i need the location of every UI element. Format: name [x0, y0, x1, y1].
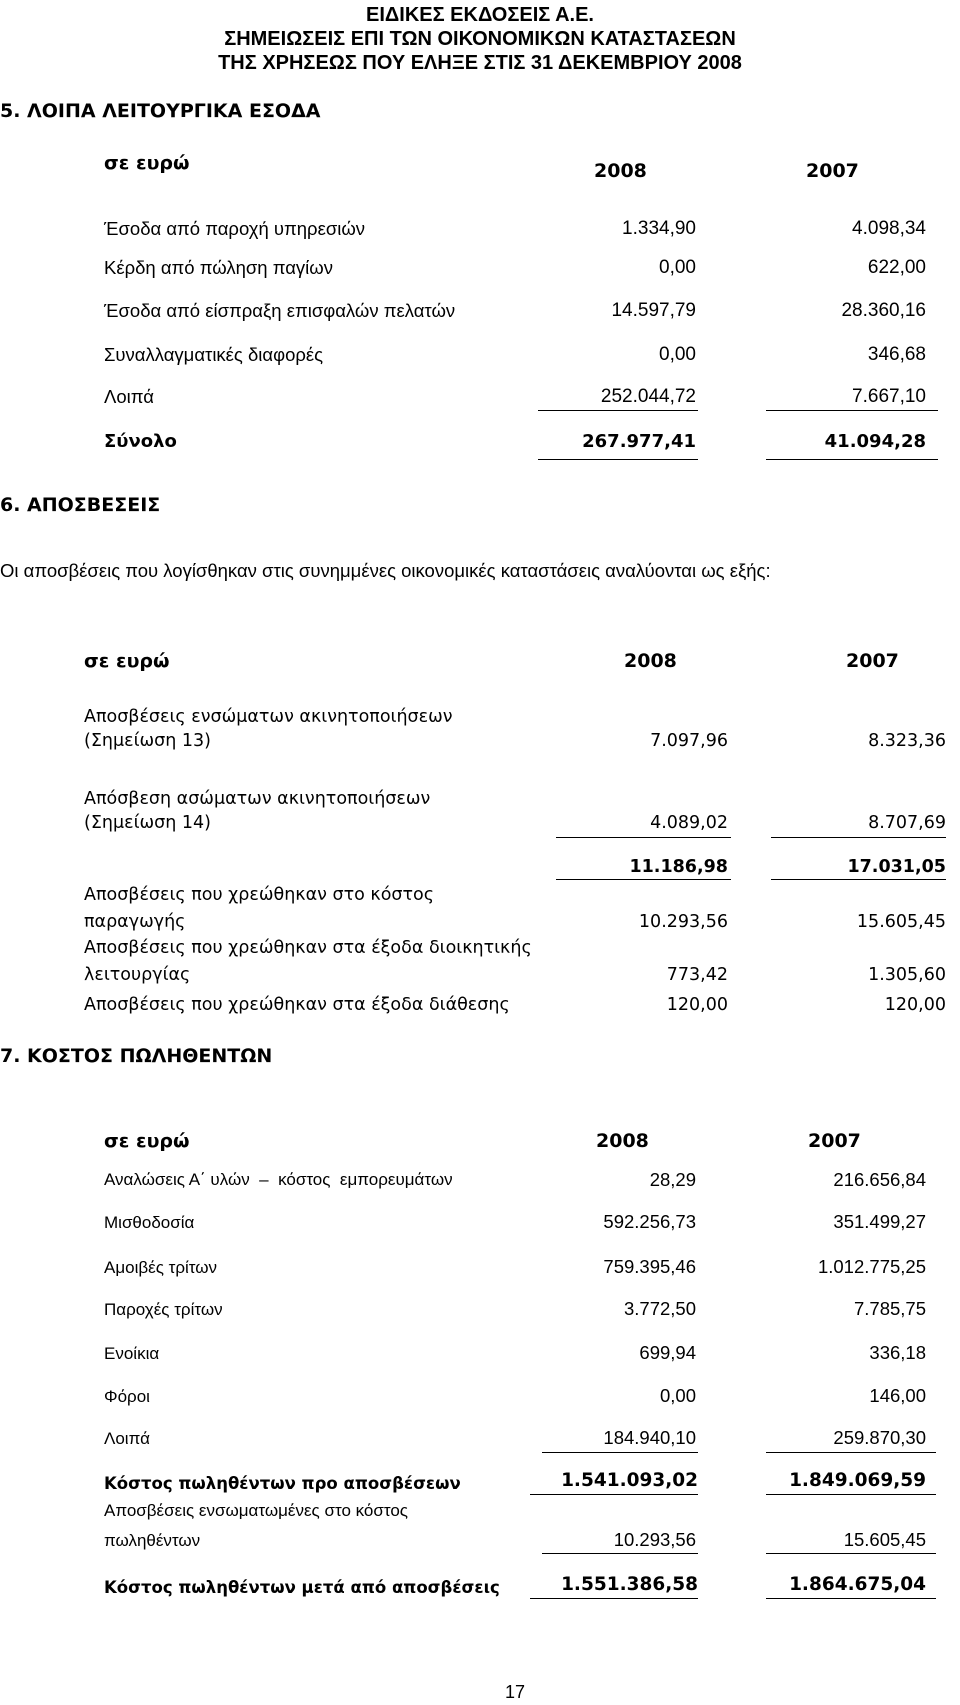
- s7-currency-label: σε ευρώ: [104, 1130, 190, 1152]
- s7-row-label: Ενοίκια: [104, 1344, 160, 1363]
- s7-row-label: Αναλώσεις Α΄ υλών – κόστος εμπορευμάτων: [104, 1170, 453, 1189]
- s7-before-dep-2007: 1.849.069,59: [789, 1470, 926, 1491]
- s5-currency-label: σε ευρώ: [104, 152, 190, 174]
- s5-row-label: Λοιπά: [104, 386, 154, 407]
- s6-alloc-label: Αποσβέσεις που χρεώθηκαν στα έξοδα διοικητικής: [84, 938, 532, 958]
- s6-row-label-note: (Σημείωση 14): [84, 813, 211, 833]
- s6-subtotal-rule-2008: [556, 879, 731, 880]
- s6-row-label: Αποσβέσεις ενσώματων ακινητοποιήσεων: [84, 707, 453, 727]
- s7-after-dep-rule-2008: [530, 1598, 698, 1599]
- s6-alloc-2007: 1.305,60: [868, 965, 946, 985]
- s7-row-2007: 216.656,84: [833, 1169, 926, 1190]
- s6-row-2007: 8.323,36: [868, 731, 946, 751]
- s7-row-label: Παροχές τρίτων: [104, 1300, 223, 1319]
- s7-row-2008: 759.395,46: [603, 1256, 696, 1277]
- s5-row-label: Συναλλαγματικές διαφορές: [104, 344, 324, 365]
- s5-row-2007: 4.098,34: [852, 218, 926, 239]
- header-line-3: ΤΗΣ ΧΡΗΣΕΩΣ ΠΟΥ ΕΛΗΞΕ ΣΤΙΣ 31 ΔΕΚΕΜΒΡΙΟΥ 2008: [218, 52, 742, 74]
- s7-before-dep-rule-2007: [766, 1494, 936, 1495]
- s5-rule-2007: [766, 410, 938, 411]
- s5-total-2008: 267.977,41: [582, 431, 696, 452]
- s5-total-rule-2008: [538, 459, 698, 460]
- s7-before-dep-2008: 1.541.093,02: [561, 1470, 698, 1491]
- s7-row-2007: 146,00: [869, 1385, 926, 1406]
- s7-row-2008: 28,29: [649, 1169, 696, 1190]
- s7-dep-rule-2007: [766, 1553, 936, 1554]
- s5-row-2008: 0,00: [659, 257, 696, 278]
- s7-year-2008: 2008: [596, 1130, 649, 1152]
- s5-row-2007: 28.360,16: [841, 300, 926, 321]
- s7-row-label: Αμοιβές τρίτων: [104, 1258, 218, 1277]
- s6-row-label-note: (Σημείωση 13): [84, 731, 211, 751]
- s5-row-label: Έσοδα από είσπραξη επισφαλών πελατών: [104, 300, 456, 321]
- s5-row-2008: 0,00: [659, 344, 696, 365]
- s6-alloc-label-cont: λειτουργίας: [84, 965, 191, 985]
- s7-year-2007: 2007: [808, 1130, 861, 1152]
- s7-row-label: Λοιπά: [104, 1429, 150, 1448]
- s6-year-2007: 2007: [846, 650, 899, 672]
- s6-currency-label: σε ευρώ: [84, 650, 170, 672]
- s7-row-2008: 699,94: [639, 1342, 696, 1363]
- page-number: 17: [504, 1682, 526, 1702]
- s6-subtotal-2007: 17.031,05: [847, 857, 946, 877]
- s6-row-2008: 4.089,02: [650, 813, 728, 833]
- s5-total-label: Σύνολο: [104, 431, 177, 452]
- s7-dep-2008: 10.293,56: [613, 1529, 696, 1550]
- s7-before-dep-rule-2008: [530, 1494, 698, 1495]
- s5-row-2007: 622,00: [867, 257, 926, 278]
- s7-before-dep-label: Κόστος πωληθέντων προ αποσβέσεων: [104, 1474, 461, 1493]
- s6-alloc-2008: 10.293,56: [638, 912, 728, 932]
- s6-alloc-2007: 120,00: [884, 995, 946, 1015]
- s7-dep-label: Αποσβέσεις ενσωματωμένες στο κόστος: [104, 1501, 408, 1520]
- s6-subtotal-2008: 11.186,98: [629, 857, 728, 877]
- s5-row-label: Κέρδη από πώληση παγίων: [104, 257, 333, 278]
- s6-alloc-2007: 15.605,45: [856, 912, 946, 932]
- header-line-1: ΕΙΔΙΚΕΣ ΕΚΔΟΣΕΙΣ Α.Ε.: [366, 4, 594, 26]
- s7-rule-2007: [766, 1452, 936, 1453]
- s7-after-dep-label: Κόστος πωληθέντων μετά από αποσβέσεις: [104, 1578, 500, 1597]
- s5-year-2007: 2007: [806, 160, 859, 182]
- s5-row-label: Έσοδα από παροχή υπηρεσιών: [104, 218, 366, 239]
- s5-total-2007: 41.094,28: [824, 431, 926, 452]
- s7-row-2007: 1.012.775,25: [817, 1256, 926, 1277]
- s6-alloc-label-cont: παραγωγής: [84, 912, 186, 932]
- s6-alloc-label: Αποσβέσεις που χρεώθηκαν στο κόστος: [84, 885, 435, 905]
- s6-rule-2008: [556, 837, 731, 838]
- s6-intro: Οι αποσβέσεις που λογίσθηκαν στις συνημμένες οικονομικές καταστάσεις αναλύονται ως εξής:: [0, 560, 771, 581]
- section-7-title: 7. ΚΟΣΤΟΣ ΠΩΛΗΘΕΝΤΩΝ: [0, 1045, 273, 1067]
- s7-row-2007: 336,18: [869, 1342, 926, 1363]
- header-line-2: ΣΗΜΕΙΩΣΕΙΣ ΕΠΙ ΤΩΝ ΟΙΚΟΝΟΜΙΚΩΝ ΚΑΤΑΣΤΑΣΕΩΝ: [224, 28, 736, 50]
- s7-after-dep-rule-2007: [766, 1598, 936, 1599]
- s6-rule-2007: [771, 837, 946, 838]
- s5-year-2008: 2008: [594, 160, 647, 182]
- s7-row-2007: 351.499,27: [833, 1211, 926, 1232]
- s5-total-rule-2007: [766, 459, 938, 460]
- s7-row-2008: 184.940,10: [603, 1427, 696, 1448]
- s7-dep-label-cont: πωληθέντων: [104, 1531, 201, 1550]
- s6-alloc-label: Αποσβέσεις που χρεώθηκαν στα έξοδα διάθεσης: [84, 995, 510, 1015]
- s6-row-2007: 8.707,69: [868, 813, 946, 833]
- s7-after-dep-2008: 1.551.386,58: [561, 1574, 698, 1595]
- s6-row-label: Απόσβεση ασώματων ακινητοποιήσεων: [84, 789, 431, 809]
- s6-alloc-2008: 120,00: [666, 995, 728, 1015]
- s7-row-2007: 7.785,75: [853, 1298, 926, 1319]
- s6-subtotal-rule-2007: [771, 879, 946, 880]
- s5-row-2008: 14.597,79: [611, 300, 696, 321]
- s6-alloc-2008: 773,42: [666, 965, 728, 985]
- s6-year-2008: 2008: [624, 650, 677, 672]
- s7-dep-2007: 15.605,45: [843, 1529, 926, 1550]
- s5-row-2007: 7.667,10: [852, 386, 926, 407]
- s7-row-label: Μισθοδοσία: [104, 1213, 195, 1232]
- s7-after-dep-2007: 1.864.675,04: [789, 1574, 926, 1595]
- s7-row-label: Φόροι: [104, 1387, 150, 1406]
- s7-dep-rule-2008: [542, 1553, 698, 1554]
- s7-row-2007: 259.870,30: [833, 1427, 926, 1448]
- s7-rule-2008: [542, 1452, 698, 1453]
- s5-row-2007: 346,68: [867, 344, 926, 365]
- s7-row-2008: 0,00: [659, 1385, 696, 1406]
- s5-row-2008: 1.334,90: [622, 218, 696, 239]
- s5-row-2008: 252.044,72: [600, 386, 696, 407]
- s5-rule-2008: [538, 410, 698, 411]
- s6-row-2008: 7.097,96: [650, 731, 728, 751]
- s7-row-2008: 592.256,73: [603, 1211, 696, 1232]
- section-5-title: 5. ΛΟΙΠΑ ΛΕΙΤΟΥΡΓΙΚΑ ΕΣΟΔΑ: [0, 100, 321, 122]
- s7-row-2008: 3.772,50: [623, 1298, 696, 1319]
- section-6-title: 6. ΑΠΟΣΒΕΣΕΙΣ: [0, 494, 161, 516]
